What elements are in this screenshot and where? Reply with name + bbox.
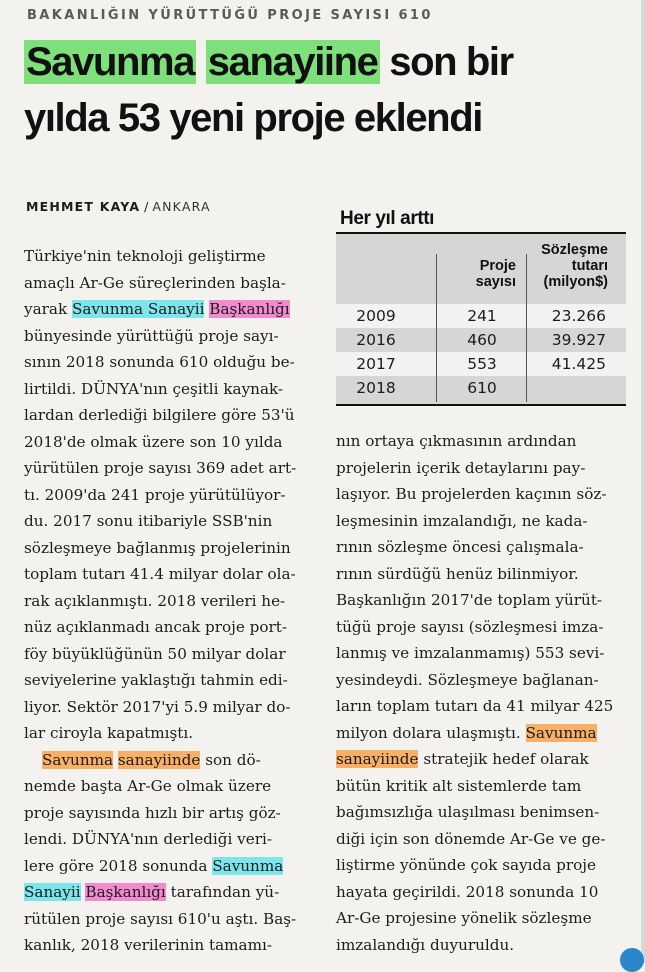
headline-rest: son bir xyxy=(389,40,513,84)
highlight-sanayii: Sanayii xyxy=(24,883,81,901)
text-line: imzalandığı duyuruldu. xyxy=(336,935,515,954)
header-text: sayısı xyxy=(475,274,516,290)
text-line: toplam tutarı 41.4 milyar dolar ola- xyxy=(24,565,296,583)
text-line xyxy=(336,720,628,747)
text-line xyxy=(24,879,320,906)
text-line: du. 2017 sonu itibariyle SSB'nin xyxy=(24,512,273,530)
cell-count: 460 xyxy=(467,331,497,349)
highlight-savunma: Savunma xyxy=(212,856,284,875)
page-edge xyxy=(641,0,645,963)
text-line: yürütülen proje sayısı 369 adet art- xyxy=(24,459,297,477)
text-line xyxy=(336,746,628,773)
text-fragment: yarak xyxy=(24,300,68,318)
text-line: diği için son dönemde Ar-Ge ve ge- xyxy=(336,829,606,848)
highlight-sanayiinde: sanayiinde xyxy=(336,750,419,768)
highlight-savunma: Savunma xyxy=(42,750,114,769)
table-row xyxy=(336,352,626,376)
headline-line-2: yılda 53 yeni proje eklendi xyxy=(24,96,482,140)
text-line: sının 2018 sonunda 610 olduğu be- xyxy=(24,353,295,371)
cell-amount: 39.927 xyxy=(551,331,606,349)
highlight-savunma: Savunma xyxy=(525,723,597,742)
author-name: MEHMET KAYA xyxy=(26,199,141,214)
cell-count: 610 xyxy=(467,379,497,397)
text-line: nemde başta Ar-Ge olmak üzere xyxy=(24,777,272,795)
table-header-contract-amount xyxy=(528,242,608,290)
header-text: tutarı xyxy=(571,258,608,274)
text-line xyxy=(24,853,320,880)
text-fragment: lere göre 2018 sonunda xyxy=(24,856,208,875)
headline-line-1 xyxy=(24,34,624,90)
text-line: tı. 2009'da 241 proje yürütülüyor- xyxy=(24,485,286,504)
data-table xyxy=(336,234,626,406)
headline-highlight-sanayiine: sanayiine xyxy=(207,40,378,84)
headline-highlight-savunma: Savunma xyxy=(26,40,195,84)
cell-year: 2009 xyxy=(356,307,396,325)
text-line: bütün kritik alt sistemlerde tam xyxy=(336,776,582,795)
table-divider xyxy=(526,254,527,402)
text-line: kanlık, 2018 verilerinin tamamı- xyxy=(24,936,272,954)
text-line: föy büyüklüğünün 50 milyar dolar xyxy=(24,644,286,663)
text-fragment: milyon dolara ulaşmıştı. xyxy=(336,723,521,742)
text-line: bağımsızlığa ulaşılması benimsen- xyxy=(336,803,600,821)
text-line: seviyelerine yaklaştığı tahmin edi- xyxy=(24,671,288,689)
byline xyxy=(26,199,211,214)
text-line: liyor. Sektör 2017'yi 5.9 milyar do- xyxy=(24,697,291,716)
text-line: rının sürdüğü henüz bilinmiyor. xyxy=(336,564,579,583)
text-line: proje sayısında hızlı bir artış göz- xyxy=(24,803,281,822)
headline xyxy=(24,34,624,146)
header-text: Proje xyxy=(479,258,516,274)
text-line: rütülen proje sayısı 610'u aştı. Baş- xyxy=(24,909,297,928)
article-right-column xyxy=(336,428,628,958)
header-text: (milyon$) xyxy=(543,274,608,290)
text-line xyxy=(24,747,320,774)
cell-year: 2018 xyxy=(356,379,396,397)
byline-separator: / xyxy=(140,199,153,214)
highlight-savunma-sanayii: Savunma Sanayii xyxy=(71,300,205,318)
cell-amount: 41.425 xyxy=(551,355,606,373)
text-line: sözleşmeye bağlanmış projelerinin xyxy=(24,538,291,557)
highlight-sanayiinde: sanayiinde xyxy=(117,750,201,769)
table-row xyxy=(336,328,626,352)
text-line: nüz açıklanmadı ancak proje port- xyxy=(24,618,288,636)
text-line: lendi. DÜNYA'nın derlediği veri- xyxy=(24,830,272,848)
text-line: lar ciroyla kapatmıştı. xyxy=(24,724,194,742)
table-row xyxy=(336,376,626,400)
cell-amount: 23.266 xyxy=(551,307,606,325)
text-line: lirtildi. DÜNYA'nın çeşitli kaynak- xyxy=(24,379,284,398)
text-line: amaçlı Ar-Ge süreçlerinden başla- xyxy=(24,273,286,292)
corner-badge-icon xyxy=(620,948,644,972)
text-line: nın ortaya çıkmasının ardından xyxy=(336,432,577,450)
cell-count: 553 xyxy=(467,355,497,373)
text-fragment: stratejik hedef olarak xyxy=(423,750,589,768)
highlight-baskanligi: Başkanlığı xyxy=(209,300,290,318)
highlight-baskanligi: Başkanlığı xyxy=(85,883,166,901)
text-line: hayata geçirildi. 2018 sonunda 10 xyxy=(336,882,599,901)
cell-year: 2017 xyxy=(356,355,396,373)
article-left-column xyxy=(24,243,320,959)
table-divider xyxy=(436,254,437,402)
text-line: bünyesinde yürüttüğü proje sayı- xyxy=(24,326,279,345)
text-line: 2018'de olmak üzere son 10 yılda xyxy=(24,432,283,451)
table-title: Her yıl arttı xyxy=(340,208,435,229)
table-row xyxy=(336,304,626,328)
text-line: Türkiye'nin teknoloji geliştirme xyxy=(24,247,266,265)
header-text: Sözleşme xyxy=(541,242,608,258)
text-line: lanmış ve imzalanmamış) 553 sevi- xyxy=(336,644,605,662)
cell-year: 2016 xyxy=(356,331,396,349)
text-line: Ar-Ge projesine yönelik sözleşme xyxy=(336,909,592,927)
text-line xyxy=(24,296,320,323)
text-line: rının sözleşme öncesi çalışmala- xyxy=(336,538,584,556)
dateline-place: ANKARA xyxy=(152,199,211,214)
text-line: yesindeydi. Sözleşmeye bağlanan- xyxy=(336,670,599,689)
cell-count: 241 xyxy=(467,307,497,325)
table-header-project-count xyxy=(446,258,516,290)
text-line: ların toplam tutarı da 41 milyar 425 xyxy=(336,697,614,715)
text-line: lardan derlediği bilgilere göre 53'ü xyxy=(24,406,295,424)
text-line: tüğü proje sayısı (sözleşmesi imza- xyxy=(336,617,604,636)
text-line: laşıyor. Bu projelerden kaçının söz- xyxy=(336,485,607,503)
text-line: rak açıklanmıştı. 2018 verileri he- xyxy=(24,591,286,610)
text-line: leşmesinin imzalandığı, ne kada- xyxy=(336,511,588,530)
text-fragment: son dö- xyxy=(205,750,261,769)
text-line: projelerin içerik detaylarını pay- xyxy=(336,458,586,477)
text-line: Başkanlığın 2017'de toplam yürüt- xyxy=(336,591,603,609)
kicker: BAKANLIĞIN YÜRÜTTÜĞÜ PROJE SAYISI 610 xyxy=(27,8,433,23)
text-line: liştirme yönünde çok sayıda proje xyxy=(336,856,596,874)
text-fragment: tarafından yü- xyxy=(170,883,280,901)
